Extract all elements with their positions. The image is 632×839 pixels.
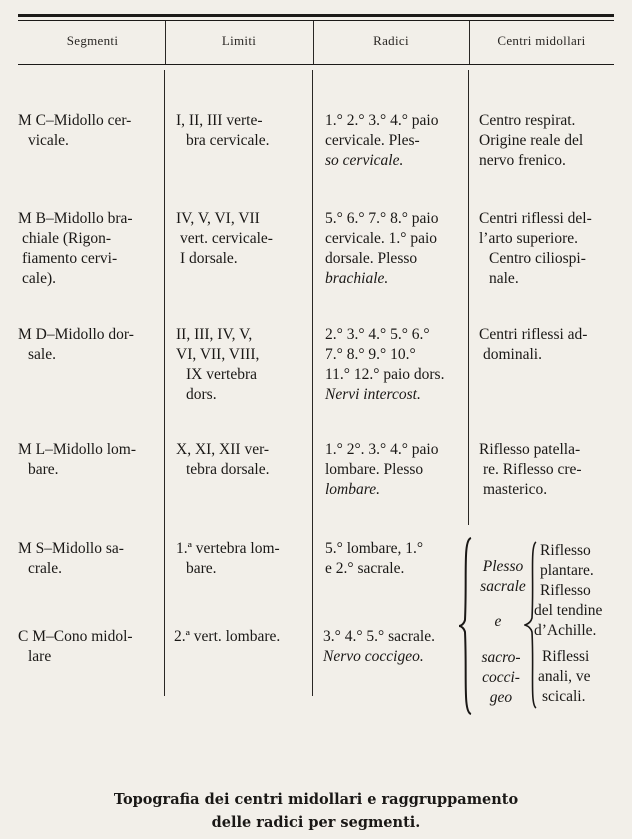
text-line: Plesso xyxy=(482,558,524,575)
row-cm-segmento xyxy=(18,627,133,667)
left-brace-icon xyxy=(458,536,474,716)
row-ml-segmento xyxy=(18,440,136,480)
text-line: 5.° lombare, 1.° xyxy=(325,540,424,557)
top-rule-thin xyxy=(18,20,614,21)
text-line: 2.ª vert. lombare. xyxy=(174,628,281,645)
row-mb-limiti xyxy=(176,209,273,269)
text-line: cervicale. Ples- xyxy=(325,132,420,149)
text-line: Centro respirat. xyxy=(479,112,576,129)
text-line: plantare. xyxy=(540,562,594,579)
text-line: X, XI, XII ver- xyxy=(176,441,270,458)
row-md-segmento xyxy=(18,325,134,365)
text-line: M S–Midollo sa- xyxy=(18,540,124,557)
riflessi-anali xyxy=(538,647,591,707)
column-separator-1 xyxy=(164,70,165,696)
text-line: IX vertebra xyxy=(186,366,257,383)
row-ml-radici xyxy=(325,440,438,500)
row-mc-limiti xyxy=(176,111,269,151)
text-line: IV, V, VI, VII xyxy=(176,210,260,227)
row-mb-centri xyxy=(479,209,592,289)
text-line: 11.° 12.° paio dors. xyxy=(325,366,445,383)
riflessi-sacrali xyxy=(534,541,602,641)
text-line: M L–Midollo lom- xyxy=(18,441,136,458)
text-line: scicali. xyxy=(542,688,586,705)
row-md-centri xyxy=(479,325,587,365)
text-line: chiale (Rigon- xyxy=(22,230,112,247)
text-line: VI, VII, VIII, xyxy=(176,346,260,363)
row-mb-radici xyxy=(325,209,438,289)
text-line: 2.° 3.° 4.° 5.° 6.° xyxy=(325,326,430,343)
text-line: Centri riflessi ad- xyxy=(479,326,588,343)
header-radici: Radici xyxy=(373,33,409,48)
header-separator-2 xyxy=(313,21,314,64)
text-line: Riflesso patella- xyxy=(479,441,581,458)
text-line: 1.° 2°. 3.° 4.° paio xyxy=(325,441,439,458)
text-line: crale. xyxy=(28,560,62,577)
row-md-limiti xyxy=(176,325,259,405)
header-separator-3 xyxy=(469,21,470,64)
row-md-radici xyxy=(325,325,444,405)
text-line: I, II, III verte- xyxy=(176,112,263,129)
text-line: nervo frenico. xyxy=(479,152,566,169)
text-line: so cervicale. xyxy=(325,152,404,169)
row-mb-segmento xyxy=(18,209,133,289)
text-line: Riflesso xyxy=(540,582,591,599)
caption-line-1: Topografia dei centri midollari e raggruppamento xyxy=(113,791,519,808)
row-ms-radici xyxy=(325,539,423,579)
text-line: re. Riflesso cre- xyxy=(483,461,582,478)
text-line: Nervo coccigeo. xyxy=(323,648,424,665)
text-line: M C–Midollo cer- xyxy=(18,112,132,129)
text-line: sacro- xyxy=(481,649,521,666)
text-line: geo xyxy=(489,689,513,706)
text-line: sale. xyxy=(28,346,56,363)
row-cm-radici xyxy=(323,627,435,667)
row-ms-limiti xyxy=(176,539,280,579)
text-line: d’Achille. xyxy=(534,622,597,639)
text-line: nale. xyxy=(489,270,519,287)
text-line: M B–Midollo bra- xyxy=(18,210,133,227)
text-line: bare. xyxy=(186,560,217,577)
header-rule xyxy=(18,64,614,65)
text-line: 7.° 8.° 9.° 10.° xyxy=(325,346,416,363)
text-line: II, III, IV, V, xyxy=(176,326,253,343)
text-line: M D–Midollo dor- xyxy=(18,326,134,343)
text-line: vert. cervicale- xyxy=(180,230,273,247)
text-line: 5.° 6.° 7.° 8.° paio xyxy=(325,210,439,227)
row-ms-segmento xyxy=(18,539,124,579)
text-line: C M–Cono midol- xyxy=(18,628,133,645)
row-cm-limiti xyxy=(174,627,280,647)
text-line: lombare. xyxy=(325,481,380,498)
text-line: Riflesso xyxy=(540,542,591,559)
column-separator-3 xyxy=(468,70,469,525)
header-limiti: Limiti xyxy=(221,33,257,48)
text-line: Nervi intercost. xyxy=(325,386,421,403)
text-line: cale). xyxy=(22,270,56,287)
top-rule-thick xyxy=(18,14,614,17)
text-line: Origine reale del xyxy=(479,132,584,149)
text-line: l’arto superiore. xyxy=(479,230,578,247)
text-line: dominali. xyxy=(483,346,542,363)
text-line: Centro ciliospi- xyxy=(489,250,586,267)
row-ml-centri xyxy=(479,440,582,500)
text-line: bra cervicale. xyxy=(186,132,270,149)
figure-caption xyxy=(0,788,632,834)
row-mc-centri xyxy=(479,111,583,171)
plesso-sacrale-label xyxy=(478,557,528,597)
column-separator-2 xyxy=(312,70,313,696)
text-line: I dorsale. xyxy=(180,250,238,267)
text-line: 1.ª vertebra lom- xyxy=(176,540,280,557)
row-mc-segmento xyxy=(18,111,131,151)
text-line: del tendine xyxy=(534,602,603,619)
text-line: e 2.° sacrale. xyxy=(325,560,405,577)
header-separator-1 xyxy=(165,21,166,64)
plesso-e-label xyxy=(478,612,518,632)
text-line: e xyxy=(494,613,502,630)
row-mc-radici xyxy=(325,111,438,171)
text-line: 1.° 2.° 3.° 4.° paio xyxy=(325,112,439,129)
header-centri: Centri midollari xyxy=(497,33,586,48)
text-line: anali, ve xyxy=(538,668,591,685)
text-line: cervicale. 1.° paio xyxy=(325,230,438,247)
row-ml-limiti xyxy=(176,440,270,480)
header-segmenti: Segmenti xyxy=(66,33,119,48)
plesso-sacrococcigeo-label xyxy=(476,648,526,708)
text-line: dors. xyxy=(186,386,217,403)
text-line: bare. xyxy=(28,461,59,478)
text-line: masterico. xyxy=(483,481,548,498)
text-line: dorsale. Plesso xyxy=(325,250,418,267)
text-line: Centri riflessi del- xyxy=(479,210,592,227)
text-line: fiamento cervi- xyxy=(22,250,118,267)
text-line: tebra dorsale. xyxy=(186,461,270,478)
text-line: sacrale xyxy=(480,578,526,595)
caption-line-2: delle radici per segmenti. xyxy=(211,814,421,831)
text-line: lare xyxy=(28,648,52,665)
text-line: 3.° 4.° 5.° sacrale. xyxy=(323,628,435,645)
text-line: vicale. xyxy=(28,132,69,149)
text-line: brachiale. xyxy=(325,270,389,287)
text-line: Riflessi xyxy=(542,648,590,665)
text-line: lombare. Plesso xyxy=(325,461,424,478)
text-line: cocci- xyxy=(482,669,520,686)
